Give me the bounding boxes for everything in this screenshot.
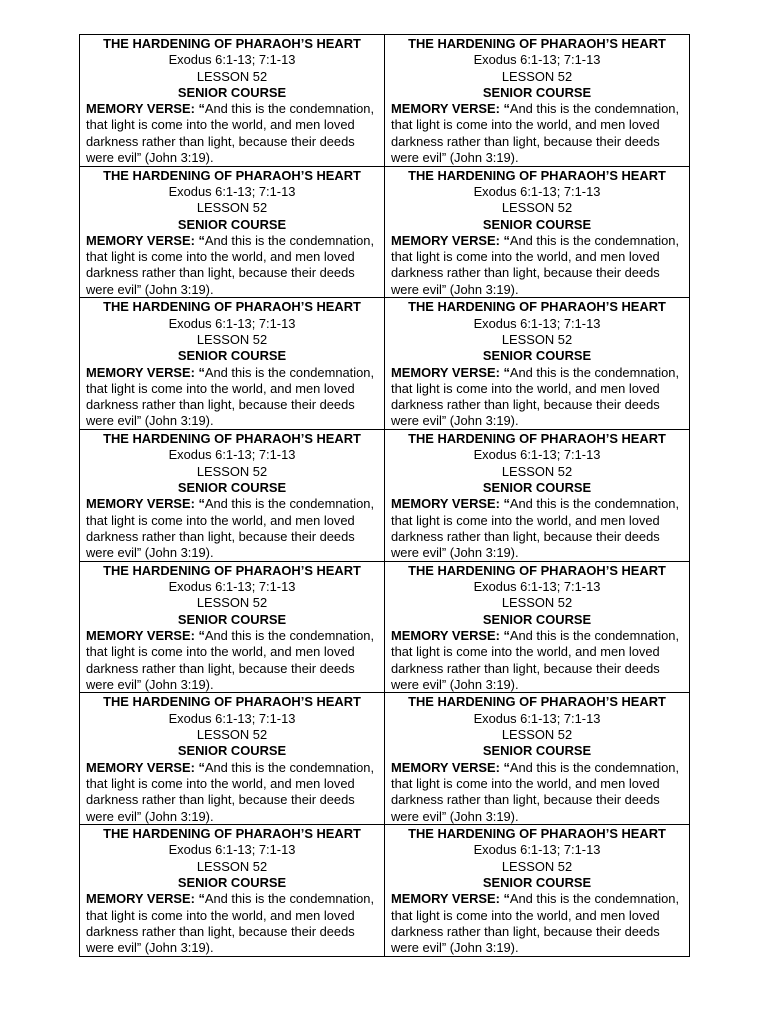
card-course: SENIOR COURSE <box>177 479 287 495</box>
memory-verse <box>86 233 378 298</box>
card-title: THE HARDENING OF PHARAOH’S HEART <box>103 694 361 710</box>
memory-verse-label: MEMORY VERSE: “ <box>391 364 510 380</box>
memory-verse-label: MEMORY VERSE: “ <box>86 627 205 643</box>
memory-verse-label: MEMORY VERSE: “ <box>86 496 205 512</box>
memory-verse <box>86 891 378 956</box>
card-title: THE HARDENING OF PHARAOH’S HEART <box>408 694 666 710</box>
card-title: THE HARDENING OF PHARAOH’S HEART <box>408 431 666 447</box>
memory-verse <box>86 628 378 693</box>
memory-verse <box>391 233 683 298</box>
card-scripture: Exodus 6:1-13; 7:1-13 <box>473 183 601 199</box>
card-title: THE HARDENING OF PHARAOH’S HEART <box>103 431 361 447</box>
card-course: SENIOR COURSE <box>482 611 592 627</box>
card-title: THE HARDENING OF PHARAOH’S HEART <box>103 299 361 315</box>
lesson-card <box>80 298 385 430</box>
card-scripture: Exodus 6:1-13; 7:1-13 <box>168 52 296 68</box>
memory-verse-text: And this is the condemnation, that light is come into the world, and men loved darkness rather than light, because their deeds were evil” (John 3:19). <box>391 627 680 692</box>
memory-verse-text: And this is the condemnation, that light is come into the world, and men loved darkness rather than light, because their deeds were evil” (John 3:19). <box>391 496 680 561</box>
card-lesson: LESSON 52 <box>196 68 268 84</box>
memory-verse-label: MEMORY VERSE: “ <box>391 627 510 643</box>
card-title: THE HARDENING OF PHARAOH’S HEART <box>103 167 361 183</box>
card-sheet <box>79 34 690 957</box>
card-scripture: Exodus 6:1-13; 7:1-13 <box>168 579 296 595</box>
lesson-card <box>80 430 385 562</box>
card-title: THE HARDENING OF PHARAOH’S HEART <box>408 299 666 315</box>
card-course: SENIOR COURSE <box>482 479 592 495</box>
memory-verse-label: MEMORY VERSE: “ <box>391 101 510 117</box>
lesson-card <box>385 167 690 299</box>
card-scripture: Exodus 6:1-13; 7:1-13 <box>473 447 601 463</box>
card-course: SENIOR COURSE <box>482 348 592 364</box>
card-course: SENIOR COURSE <box>482 875 592 891</box>
memory-verse-label: MEMORY VERSE: “ <box>391 891 510 907</box>
memory-verse-label: MEMORY VERSE: “ <box>86 891 205 907</box>
lesson-card <box>80 167 385 299</box>
memory-verse <box>391 628 683 693</box>
memory-verse-text: And this is the condemnation, that light is come into the world, and men loved darkness rather than light, because their deeds were evil” (John 3:19). <box>391 232 680 297</box>
card-lesson: LESSON 52 <box>196 727 268 743</box>
card-lesson: LESSON 52 <box>196 200 268 216</box>
memory-verse-label: MEMORY VERSE: “ <box>86 101 205 117</box>
memory-verse-text: And this is the condemnation, that light is come into the world, and men loved darkness rather than light, because their deeds were evil” (John 3:19). <box>86 891 375 956</box>
lesson-card <box>385 825 690 957</box>
card-lesson: LESSON 52 <box>501 463 573 479</box>
card-lesson: LESSON 52 <box>196 858 268 874</box>
memory-verse <box>86 101 378 166</box>
card-lesson: LESSON 52 <box>501 595 573 611</box>
card-lesson: LESSON 52 <box>501 68 573 84</box>
memory-verse-label: MEMORY VERSE: “ <box>391 759 510 775</box>
memory-verse-text: And this is the condemnation, that light is come into the world, and men loved darkness rather than light, because their deeds were evil” (John 3:19). <box>391 101 680 166</box>
card-lesson: LESSON 52 <box>501 200 573 216</box>
memory-verse <box>86 760 378 825</box>
card-scripture: Exodus 6:1-13; 7:1-13 <box>473 315 601 331</box>
lesson-card <box>385 298 690 430</box>
card-course: SENIOR COURSE <box>177 743 287 759</box>
card-lesson: LESSON 52 <box>501 858 573 874</box>
card-title: THE HARDENING OF PHARAOH’S HEART <box>408 826 666 842</box>
card-lesson: LESSON 52 <box>501 331 573 347</box>
card-title: THE HARDENING OF PHARAOH’S HEART <box>103 562 361 578</box>
lesson-card <box>80 562 385 694</box>
card-title: THE HARDENING OF PHARAOH’S HEART <box>103 826 361 842</box>
card-scripture: Exodus 6:1-13; 7:1-13 <box>473 579 601 595</box>
memory-verse-label: MEMORY VERSE: “ <box>86 232 205 248</box>
card-lesson: LESSON 52 <box>501 727 573 743</box>
card-scripture: Exodus 6:1-13; 7:1-13 <box>168 842 296 858</box>
memory-verse-text: And this is the condemnation, that light is come into the world, and men loved darkness rather than light, because their deeds were evil” (John 3:19). <box>86 496 375 561</box>
memory-verse-text: And this is the condemnation, that light is come into the world, and men loved darkness rather than light, because their deeds were evil” (John 3:19). <box>86 232 375 297</box>
card-lesson: LESSON 52 <box>196 595 268 611</box>
lesson-card <box>80 35 385 167</box>
lesson-card <box>385 430 690 562</box>
card-course: SENIOR COURSE <box>177 348 287 364</box>
card-course: SENIOR COURSE <box>482 743 592 759</box>
card-course: SENIOR COURSE <box>177 216 287 232</box>
memory-verse <box>391 891 683 956</box>
memory-verse-text: And this is the condemnation, that light is come into the world, and men loved darkness rather than light, because their deeds were evil” (John 3:19). <box>391 364 680 429</box>
lesson-card <box>385 693 690 825</box>
card-scripture: Exodus 6:1-13; 7:1-13 <box>473 710 601 726</box>
card-lesson: LESSON 52 <box>196 331 268 347</box>
card-scripture: Exodus 6:1-13; 7:1-13 <box>473 842 601 858</box>
memory-verse-label: MEMORY VERSE: “ <box>86 759 205 775</box>
memory-verse-label: MEMORY VERSE: “ <box>391 232 510 248</box>
card-course: SENIOR COURSE <box>482 84 592 100</box>
memory-verse <box>391 760 683 825</box>
lesson-card <box>385 35 690 167</box>
card-scripture: Exodus 6:1-13; 7:1-13 <box>168 183 296 199</box>
memory-verse-text: And this is the condemnation, that light is come into the world, and men loved darkness rather than light, because their deeds were evil” (John 3:19). <box>391 891 680 956</box>
card-title: THE HARDENING OF PHARAOH’S HEART <box>408 36 666 51</box>
memory-verse-text: And this is the condemnation, that light is come into the world, and men loved darkness rather than light, because their deeds were evil” (John 3:19). <box>86 627 375 692</box>
memory-verse-text: And this is the condemnation, that light is come into the world, and men loved darkness rather than light, because their deeds were evil” (John 3:19). <box>86 101 375 166</box>
card-course: SENIOR COURSE <box>177 875 287 891</box>
memory-verse <box>391 101 683 166</box>
memory-verse-text: And this is the condemnation, that light is come into the world, and men loved darkness rather than light, because their deeds were evil” (John 3:19). <box>391 759 680 824</box>
card-scripture: Exodus 6:1-13; 7:1-13 <box>168 710 296 726</box>
lesson-card <box>80 825 385 957</box>
memory-verse-label: MEMORY VERSE: “ <box>86 364 205 380</box>
card-scripture: Exodus 6:1-13; 7:1-13 <box>168 315 296 331</box>
card-course: SENIOR COURSE <box>177 84 287 100</box>
memory-verse <box>391 496 683 561</box>
card-scripture: Exodus 6:1-13; 7:1-13 <box>473 52 601 68</box>
card-course: SENIOR COURSE <box>482 216 592 232</box>
memory-verse-text: And this is the condemnation, that light is come into the world, and men loved darkness rather than light, because their deeds were evil” (John 3:19). <box>86 759 375 824</box>
memory-verse <box>86 496 378 561</box>
memory-verse-text: And this is the condemnation, that light is come into the world, and men loved darkness rather than light, because their deeds were evil” (John 3:19). <box>86 364 375 429</box>
memory-verse <box>86 365 378 430</box>
memory-verse <box>391 365 683 430</box>
memory-verse-label: MEMORY VERSE: “ <box>391 496 510 512</box>
lesson-card <box>80 693 385 825</box>
card-course: SENIOR COURSE <box>177 611 287 627</box>
card-title: THE HARDENING OF PHARAOH’S HEART <box>408 167 666 183</box>
card-scripture: Exodus 6:1-13; 7:1-13 <box>168 447 296 463</box>
card-title: THE HARDENING OF PHARAOH’S HEART <box>408 562 666 578</box>
card-title: THE HARDENING OF PHARAOH’S HEART <box>103 36 361 51</box>
lesson-card <box>385 562 690 694</box>
card-lesson: LESSON 52 <box>196 463 268 479</box>
